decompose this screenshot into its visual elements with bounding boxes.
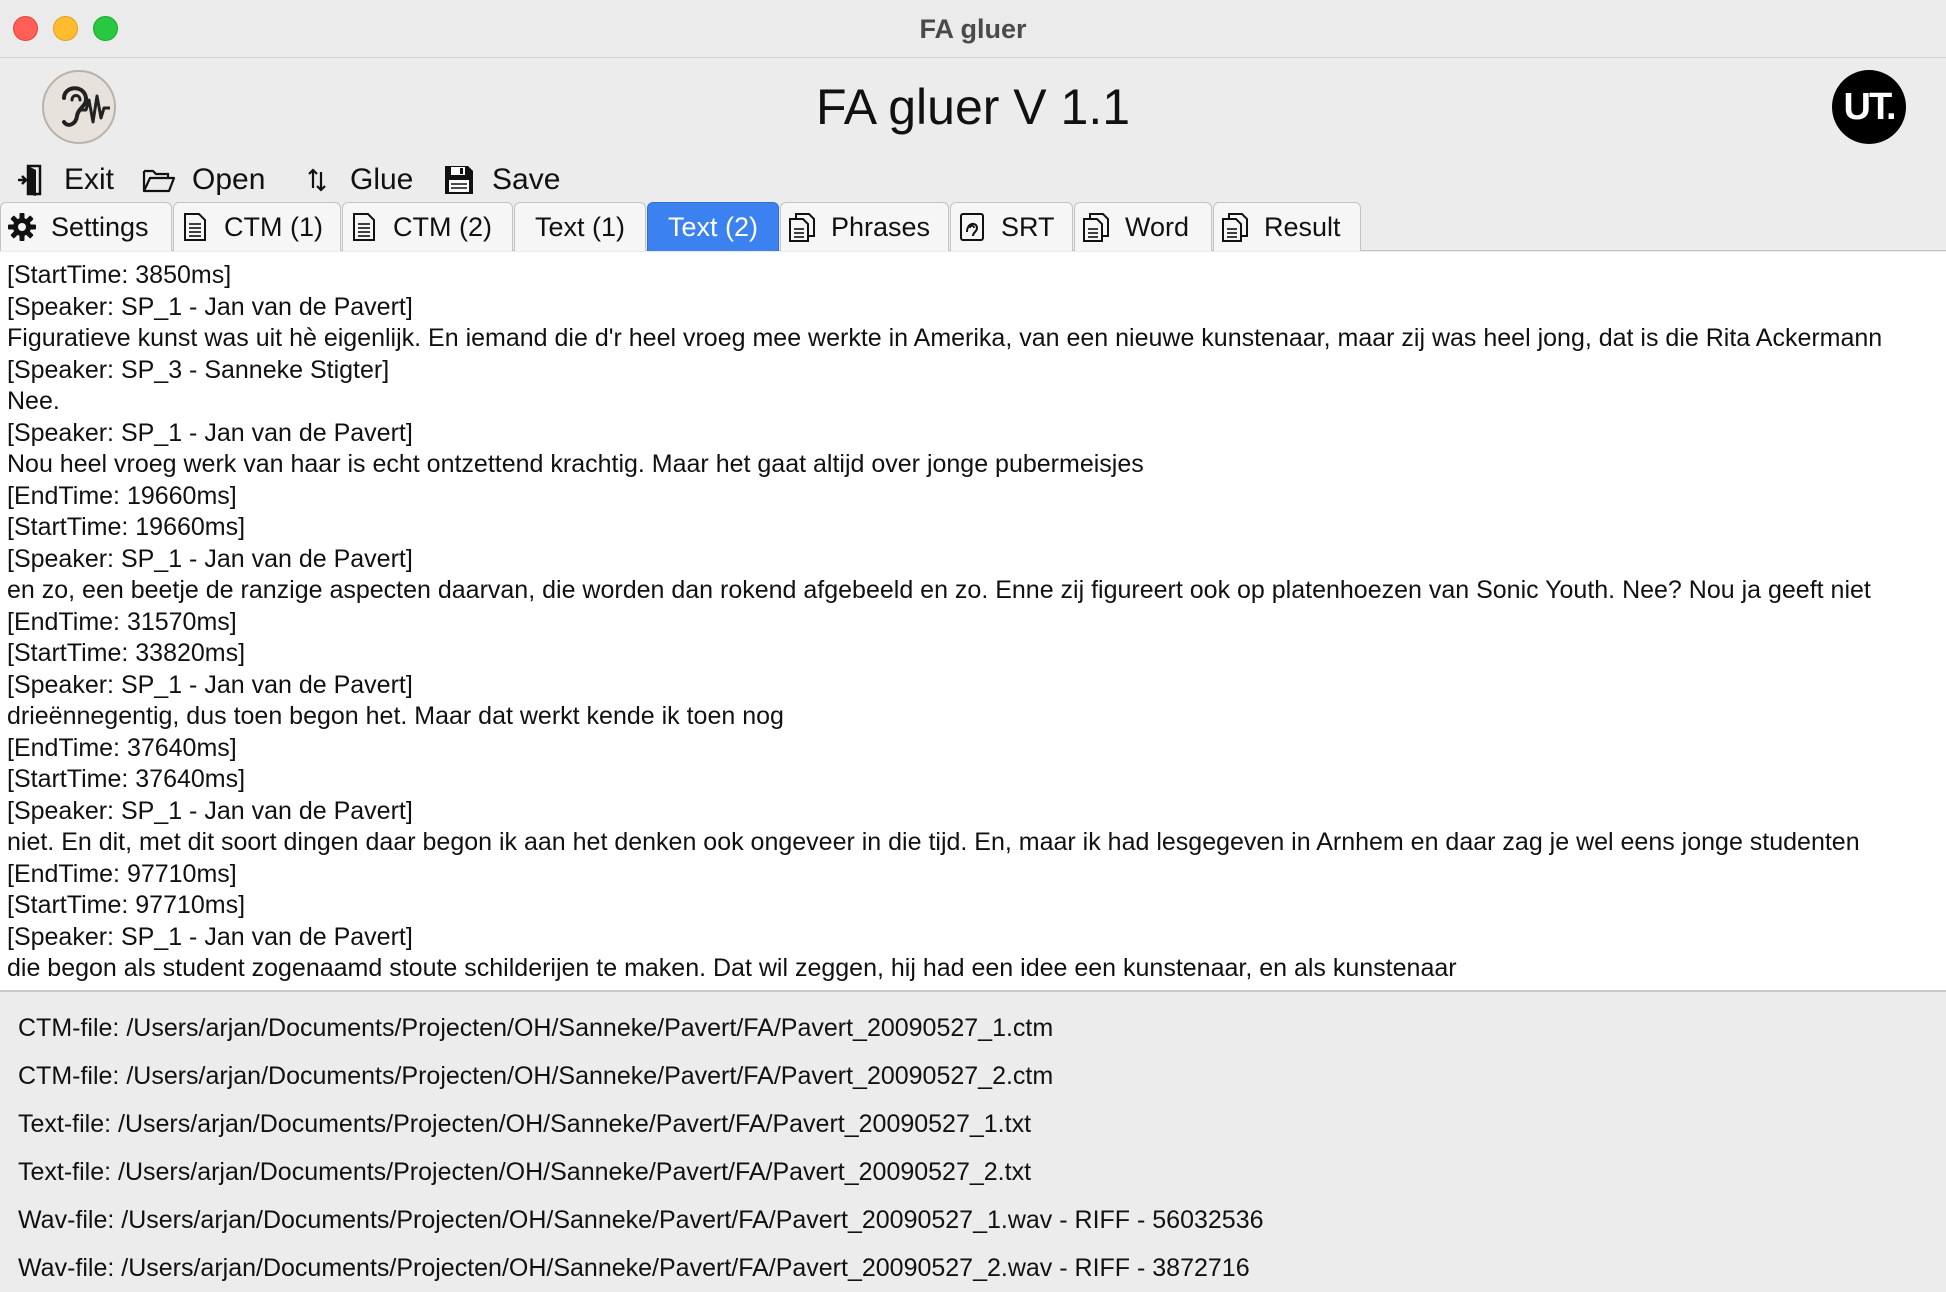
folder-open-icon: [142, 163, 176, 197]
editor-line: [Speaker: SP_1 - Jan van de Pavert]: [7, 797, 413, 825]
open-button[interactable]: [142, 158, 265, 202]
tab-label: Text (1): [534, 211, 626, 242]
editor-line: [EndTime: 31570ms]: [7, 608, 237, 636]
save-label: Save: [492, 163, 561, 196]
editor-line: [StartTime: 33820ms]: [7, 639, 246, 667]
floppy-disk-icon: [442, 163, 476, 197]
ut-logo: UT.: [1832, 70, 1906, 144]
status-line: Text-file: /Users/arjan/Documents/Projecten/OH/Sanneke/Pavert/FA/Pavert_20090527_1.txt: [18, 1110, 1032, 1138]
editor-line: niet. En dit, met dit soort dingen daar begon ik aan het denken ook ongeveer in die tijd. En, maar ik had lesgegeven in Arnhem en daar zag je wel eens jonge studenten: [7, 828, 1860, 856]
app-header: [0, 58, 1946, 158]
editor-line: [Speaker: SP_1 - Jan van de Pavert]: [7, 545, 413, 573]
swap-arrows-icon: [300, 163, 334, 197]
exit-label: Exit: [64, 163, 115, 196]
editor-line: Nou heel vroeg werk van haar is echt ontzettend krachtig. Maar het gaat altijd over jonge pubermeisjes: [7, 450, 1144, 478]
title-bar: [0, 0, 1946, 58]
tab-ctm-1[interactable]: [173, 202, 341, 251]
tab-srt[interactable]: [950, 202, 1073, 251]
editor-line: [Speaker: SP_1 - Jan van de Pavert]: [7, 293, 413, 321]
tab-word[interactable]: [1074, 202, 1212, 251]
tab-text-2[interactable]: [647, 202, 779, 251]
text-editor[interactable]: [0, 252, 1946, 992]
tab-text-1[interactable]: [514, 202, 646, 251]
editor-line: Nee.: [7, 387, 60, 415]
editor-line: [StartTime: 97710ms]: [7, 891, 246, 919]
documents-icon: [1081, 212, 1111, 242]
editor-line: drieënnegentig, dus toen begon het. Maar dat werkt kende ik toen nog: [7, 702, 784, 730]
tab-ctm-2[interactable]: [342, 202, 513, 251]
tab-label: Word: [1125, 211, 1190, 242]
editor-line: [StartTime: 3850ms]: [7, 261, 232, 289]
glue-label: Glue: [350, 163, 414, 196]
status-line: Wav-file: /Users/arjan/Documents/Projecten/OH/Sanneke/Pavert/FA/Pavert_20090527_1.wav - RIFF - 56032536: [18, 1206, 1264, 1234]
glue-button[interactable]: [300, 158, 413, 202]
editor-line: die begon als student zogenaamd stoute schilderijen te maken. Dat wil zeggen, hij had een idee een kunstenaar, en als kunstenaar: [7, 954, 1457, 982]
window-title: FA gluer: [919, 14, 1027, 44]
document-icon: [180, 212, 210, 242]
status-line: Text-file: /Users/arjan/Documents/Projecten/OH/Sanneke/Pavert/FA/Pavert_20090527_2.txt: [18, 1158, 1032, 1186]
tab-phrases[interactable]: [780, 202, 949, 251]
tab-label: Text (2): [667, 211, 759, 242]
tab-label: Phrases: [831, 211, 931, 242]
documents-icon: [1220, 212, 1250, 242]
tab-label: Result: [1264, 211, 1341, 242]
documents-icon: [787, 212, 817, 242]
editor-line: [EndTime: 37640ms]: [7, 734, 237, 762]
editor-line: [StartTime: 19660ms]: [7, 513, 246, 541]
tab-label: SRT: [1001, 211, 1055, 242]
subtitle-icon: [957, 212, 987, 242]
open-label: Open: [192, 163, 266, 196]
editor-line: [Speaker: SP_1 - Jan van de Pavert]: [7, 671, 413, 699]
save-button[interactable]: [442, 158, 560, 202]
editor-line: [EndTime: 97710ms]: [7, 860, 237, 888]
status-line: CTM-file: /Users/arjan/Documents/Projecten/OH/Sanneke/Pavert/FA/Pavert_20090527_1.ctm: [18, 1014, 1054, 1042]
status-panel: [0, 994, 1946, 1292]
tab-label: Settings: [51, 211, 149, 242]
tab-result[interactable]: [1213, 202, 1361, 251]
editor-line: en zo, een beetje de ranzige aspecten daarvan, die worden dan rokend afgebeeld en zo. Enne zij figureert ook op platenhoezen van Sonic Youth. Nee? Nou ja geeft niet: [7, 576, 1871, 604]
exit-button[interactable]: [14, 158, 114, 202]
tab-settings[interactable]: [0, 202, 172, 251]
tab-label: CTM (1): [224, 211, 323, 242]
editor-line: [Speaker: SP_1 - Jan van de Pavert]: [7, 419, 413, 447]
status-line: CTM-file: /Users/arjan/Documents/Projecten/OH/Sanneke/Pavert/FA/Pavert_20090527_2.ctm: [18, 1062, 1054, 1090]
tab-label: CTM (2): [393, 211, 492, 242]
tab-bar: [0, 202, 1946, 251]
toolbar: [0, 158, 1946, 202]
document-icon: [349, 212, 379, 242]
editor-line: [Speaker: SP_1 - Jan van de Pavert]: [7, 923, 413, 951]
app-title: FA gluer V 1.1: [815, 79, 1131, 135]
editor-line: [StartTime: 37640ms]: [7, 765, 246, 793]
editor-line: [EndTime: 19660ms]: [7, 482, 237, 510]
editor-line: [Speaker: SP_3 - Sanneke Stigter]: [7, 356, 390, 384]
gear-icon: [7, 212, 37, 242]
exit-door-icon: [14, 163, 48, 197]
editor-line: Figuratieve kunst was uit hè eigenlijk. En iemand die d'r heel vroeg mee werkte in Amerika, van een nieuwe kunstenaar, maar zij was heel jong, dat is die Rita Ackermann: [7, 324, 1883, 352]
status-line: Wav-file: /Users/arjan/Documents/Projecten/OH/Sanneke/Pavert/FA/Pavert_20090527_2.wav - RIFF - 3872716: [18, 1254, 1250, 1282]
